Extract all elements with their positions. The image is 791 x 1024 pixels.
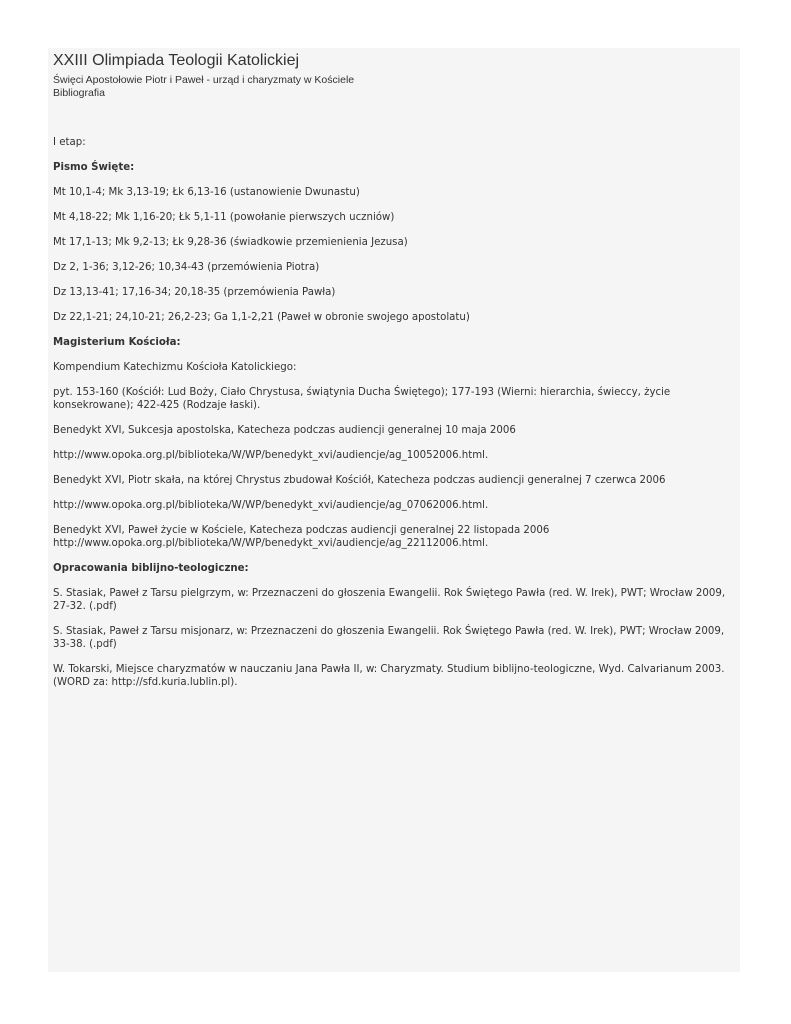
scripture-item: Dz 13,13-41; 17,16-34; 20,18-35 (przemówienia Pawła) xyxy=(53,287,336,298)
study-item: S. Stasiak, Paweł z Tarsu misjonarz, w: Przeznaczeni do głoszenia Ewangelii. Rok Świętego Pawła (red. W. Irek), PWT; Wrocław 2009, 33-38. (.pdf) xyxy=(53,626,725,650)
scripture-item: Mt 17,1-13; Mk 9,2-13; Łk 9,28-36 (świadkowie przemienienia Jezusa) xyxy=(53,237,408,248)
page-title: XXIII Olimpiada Teologii Katolickiej xyxy=(53,52,300,69)
magisterium-heading: Magisterium Kościoła: xyxy=(53,337,181,348)
study-item: W. Tokarski, Miejsce charyzmatów w nauczaniu Jana Pawła II, w: Charyzmaty. Studium biblijno-teologiczne, Wyd. Calvarianum 2003. (WORD za: http://sfd.kuria.lublin.pl). xyxy=(53,664,725,688)
page-subtitle: Święci Apostołowie Piotr i Paweł - urząd i charyzmaty w Kościele xyxy=(53,74,355,86)
magisterium-item: Kompendium Katechizmu Kościoła Katolickiego: xyxy=(53,362,297,373)
study-item: S. Stasiak, Paweł z Tarsu pielgrzym, w: Przeznaczeni do głoszenia Ewangelii. Rok Świętego Pawła (red. W. Irek), PWT; Wrocław 2009, 27-32. (.pdf) xyxy=(53,588,726,612)
scripture-item: Dz 2, 1-36; 3,12-26; 10,34-43 (przemówienia Piotra) xyxy=(53,262,320,273)
magisterium-item: pyt. 153-160 (Kościół: Lud Boży, Ciało Chrystusa, świątynia Ducha Świętego); 177-193 (Wierni: hierarchia, świeccy, życie konsekrowane); 422-425 (Rodzaje łaski). xyxy=(53,387,671,411)
scripture-heading: Pismo Święte: xyxy=(53,162,135,173)
scripture-item: Mt 4,18-22; Mk 1,16-20; Łk 5,1-11 (powołanie pierwszych uczniów) xyxy=(53,212,395,223)
document-content xyxy=(53,52,733,701)
bibliography-label: Bibliografia xyxy=(53,87,105,99)
magisterium-item: Benedykt XVI, Piotr skała, na której Chrystus zbudował Kościół, Katecheza podczas audiencji generalnej 7 czerwca 2006 xyxy=(53,475,666,486)
magisterium-item: Benedykt XVI, Sukcesja apostolska, Katecheza podczas audiencji generalnej 10 maja 2006 xyxy=(53,425,516,436)
scripture-item: Dz 22,1-21; 24,10-21; 26,2-23; Ga 1,1-2,21 (Paweł w obronie swojego apostolatu) xyxy=(53,312,470,323)
studies-heading: Opracowania biblijno-teologiczne: xyxy=(53,563,249,574)
magisterium-link: http://www.opoka.org.pl/biblioteka/W/WP/benedykt_xvi/audiencje/ag_07062006.html. xyxy=(53,500,489,511)
magisterium-link: http://www.opoka.org.pl/biblioteka/W/WP/benedykt_xvi/audiencje/ag_10052006.html. xyxy=(53,450,489,461)
stage-label: I etap: xyxy=(53,137,86,148)
magisterium-item-text: Benedykt XVI, Paweł życie w Kościele, Katecheza podczas audiencji generalnej 22 listopada 2006 xyxy=(53,525,550,536)
magisterium-link: http://www.opoka.org.pl/biblioteka/W/WP/benedykt_xvi/audiencje/ag_22112006.html. xyxy=(53,538,489,549)
magisterium-item-last xyxy=(53,524,733,550)
bibliography-body xyxy=(53,136,733,689)
scripture-item: Mt 10,1-4; Mk 3,13-19; Łk 6,13-16 (ustanowienie Dwunastu) xyxy=(53,187,360,198)
